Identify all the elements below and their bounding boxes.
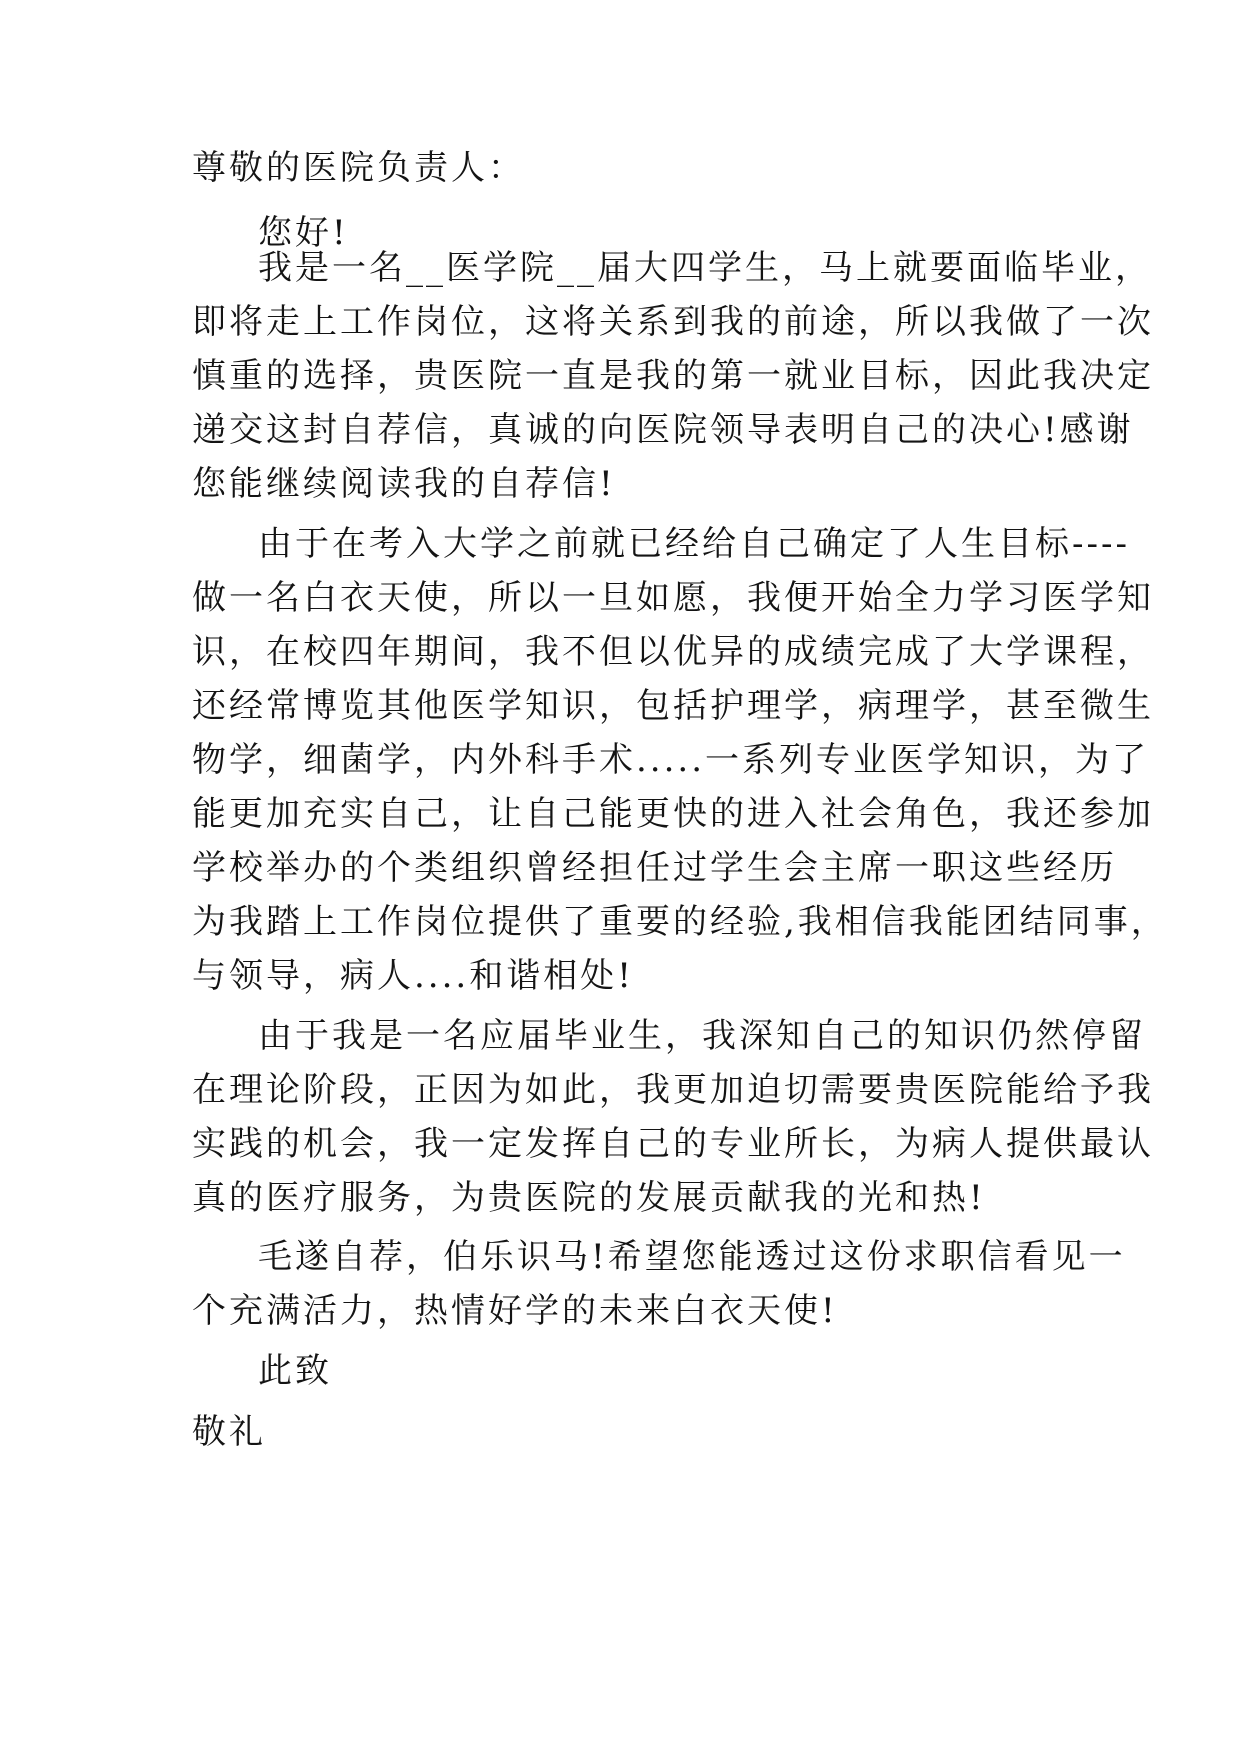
closing-line: 此致	[258, 1351, 332, 1391]
salutation: 尊敬的医院负责人：	[192, 148, 525, 188]
paragraph-1-line: 我是一名__医学院__届大四学生，马上就要面临毕业，	[258, 248, 1152, 288]
paragraph-3-line: 真的医疗服务，为贵医院的发展贡献我的光和热!	[192, 1178, 986, 1218]
paragraph-4-line: 毛遂自荐，伯乐识马!希望您能透过这份求职信看见一	[258, 1237, 1126, 1277]
paragraph-1-line: 您能继续阅读我的自荐信!	[192, 464, 616, 504]
paragraph-1-line: 慎重的选择，贵医院一直是我的第一就业目标，因此我决定	[192, 356, 1154, 396]
greeting: 您好!	[258, 213, 349, 253]
paragraph-3-line: 由于我是一名应届毕业生，我深知自己的知识仍然停留	[258, 1016, 1146, 1056]
paragraph-2-line: 识，在校四年期间，我不但以优异的成绩完成了大学课程，	[192, 632, 1154, 672]
paragraph-4-line: 个充满活力，热情好学的未来白衣天使!	[192, 1291, 838, 1331]
paragraph-2-line: 还经常博览其他医学知识，包括护理学，病理学，甚至微生	[192, 686, 1154, 726]
paragraph-2-line: 能更加充实自己，让自己能更快的进入社会角色，我还参加	[192, 794, 1154, 834]
paragraph-3-line: 实践的机会，我一定发挥自己的专业所长，为病人提供最认	[192, 1124, 1154, 1164]
paragraph-1-line: 即将走上工作岗位，这将关系到我的前途，所以我做了一次	[192, 302, 1154, 342]
paragraph-2-line: 与领导，病人....和谐相处!	[192, 956, 634, 996]
closing-line: 敬礼	[192, 1412, 266, 1452]
paragraph-3-line: 在理论阶段，正因为如此，我更加迫切需要贵医院能给予我	[192, 1070, 1154, 1110]
paragraph-1-line: 递交这封自荐信，真诚的向医院领导表明自己的决心!感谢	[192, 410, 1134, 450]
paragraph-2-line: 为我踏上工作岗位提供了重要的经验,我相信我能团结同事，	[192, 902, 1168, 942]
paragraph-2-line: 由于在考入大学之前就已经给自己确定了人生目标----	[258, 524, 1130, 564]
paragraph-2-line: 物学，细菌学，内外科手术.....一系列专业医学知识，为了	[192, 740, 1150, 780]
paragraph-2-line: 做一名白衣天使，所以一旦如愿，我便开始全力学习医学知	[192, 578, 1154, 618]
paragraph-2-line: 学校举办的个类组织曾经担任过学生会主席一职这些经历	[192, 848, 1117, 888]
